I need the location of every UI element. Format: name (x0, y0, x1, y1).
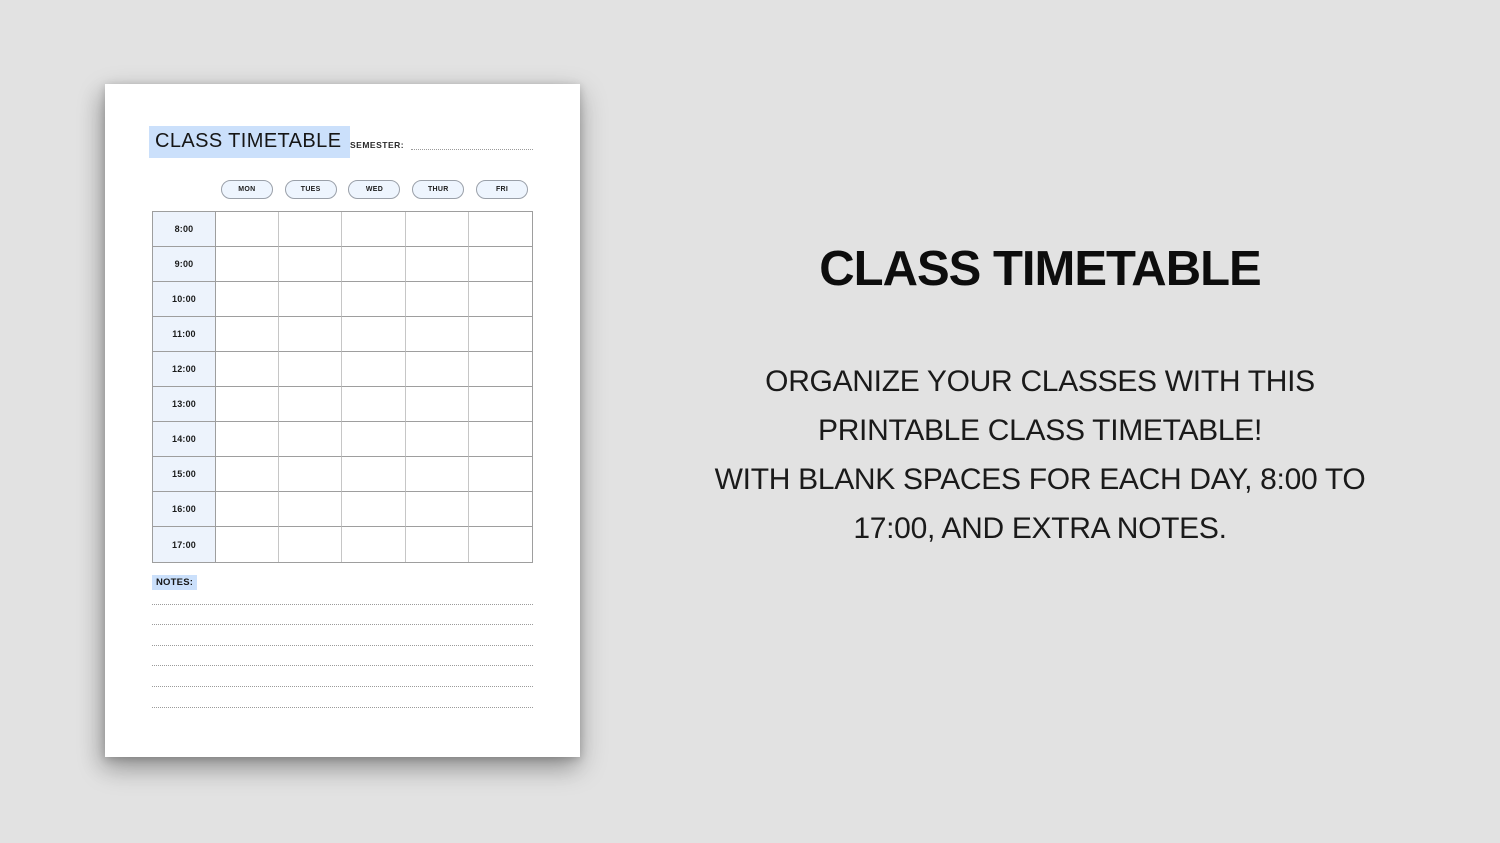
timetable-empty-cell (279, 422, 342, 457)
timetable-empty-cell (406, 527, 469, 562)
notes-line (152, 646, 533, 667)
timetable-empty-cell (279, 387, 342, 422)
timetable-empty-cell (342, 387, 405, 422)
promo-description-line: 17:00, AND EXTRA NOTES. (853, 512, 1227, 545)
timetable-empty-cell (342, 282, 405, 317)
timetable-empty-cell (216, 317, 279, 352)
promo-description-line: WITH BLANK SPACES FOR EACH DAY, 8:00 TO (714, 463, 1366, 496)
timetable-empty-cell (406, 492, 469, 527)
timetable-empty-cell (342, 212, 405, 247)
timetable-grid (152, 211, 533, 563)
timetable-empty-cell (469, 422, 532, 457)
day-pill: FRI (476, 180, 528, 199)
day-pill-slot (215, 180, 279, 199)
time-label-cell: 10:00 (153, 282, 216, 317)
timetable-empty-cell (279, 247, 342, 282)
timetable-empty-cell (279, 457, 342, 492)
timetable-empty-cell (342, 352, 405, 387)
day-pill-row (215, 180, 534, 199)
timetable-empty-cell (469, 492, 532, 527)
timetable-empty-cell (216, 457, 279, 492)
time-label-cell: 15:00 (153, 457, 216, 492)
timetable-empty-cell (342, 492, 405, 527)
timetable-empty-cell (216, 527, 279, 562)
timetable-empty-cell (469, 352, 532, 387)
promo-heading: CLASS TIMETABLE (819, 242, 1261, 296)
notes-label: NOTES: (152, 575, 197, 590)
day-pill-slot (343, 180, 407, 199)
timetable-empty-cell (279, 352, 342, 387)
semester-label: SEMESTER: (350, 140, 405, 150)
timetable-empty-cell (406, 422, 469, 457)
timetable-empty-cell (279, 492, 342, 527)
time-label-cell: 17:00 (153, 527, 216, 562)
paper-title: CLASS TIMETABLE (149, 126, 350, 158)
day-pill-slot (406, 180, 470, 199)
timetable-empty-cell (406, 457, 469, 492)
notes-line (152, 584, 533, 605)
time-label-cell: 16:00 (153, 492, 216, 527)
promo-description (580, 357, 1500, 553)
promo-text-block (580, 0, 1500, 843)
time-label-cell: 9:00 (153, 247, 216, 282)
timetable-empty-cell (469, 247, 532, 282)
time-label-cell: 11:00 (153, 317, 216, 352)
semester-blank-line (411, 139, 533, 150)
timetable-empty-cell (469, 282, 532, 317)
timetable-empty-cell (469, 457, 532, 492)
timetable-empty-cell (279, 317, 342, 352)
timetable-empty-cell (406, 387, 469, 422)
notes-line (152, 605, 533, 626)
promo-description-line: ORGANIZE YOUR CLASSES WITH THIS (765, 365, 1315, 398)
timetable-empty-cell (342, 457, 405, 492)
timetable-empty-cell (216, 212, 279, 247)
timetable-empty-cell (469, 527, 532, 562)
notes-line (152, 666, 533, 687)
timetable-empty-cell (216, 247, 279, 282)
timetable-paper-mockup (105, 84, 580, 757)
timetable-empty-cell (216, 352, 279, 387)
semester-row (350, 139, 533, 150)
timetable-empty-cell (216, 422, 279, 457)
day-pill: MON (221, 180, 273, 199)
timetable-empty-cell (279, 282, 342, 317)
timetable-empty-cell (469, 212, 532, 247)
time-label-cell: 12:00 (153, 352, 216, 387)
timetable-empty-cell (216, 387, 279, 422)
timetable-empty-cell (406, 317, 469, 352)
timetable-empty-cell (279, 212, 342, 247)
timetable-empty-cell (469, 387, 532, 422)
timetable-empty-cell (406, 247, 469, 282)
promo-description-line: PRINTABLE CLASS TIMETABLE! (817, 414, 1262, 447)
timetable-empty-cell (469, 317, 532, 352)
notes-line (152, 625, 533, 646)
day-pill-slot (470, 180, 534, 199)
timetable-empty-cell (342, 317, 405, 352)
day-pill: THUR (412, 180, 464, 199)
time-label-cell: 14:00 (153, 422, 216, 457)
day-pill: WED (348, 180, 400, 199)
timetable-empty-cell (406, 282, 469, 317)
timetable-empty-cell (279, 527, 342, 562)
timetable-empty-cell (216, 492, 279, 527)
time-label-cell: 13:00 (153, 387, 216, 422)
notes-lines (152, 584, 533, 708)
timetable-empty-cell (216, 282, 279, 317)
day-pill-slot (279, 180, 343, 199)
day-pill: TUES (285, 180, 337, 199)
timetable-empty-cell (406, 212, 469, 247)
timetable-empty-cell (406, 352, 469, 387)
timetable-empty-cell (342, 247, 405, 282)
timetable-empty-cell (342, 422, 405, 457)
notes-line (152, 687, 533, 708)
time-label-cell: 8:00 (153, 212, 216, 247)
timetable-empty-cell (342, 527, 405, 562)
